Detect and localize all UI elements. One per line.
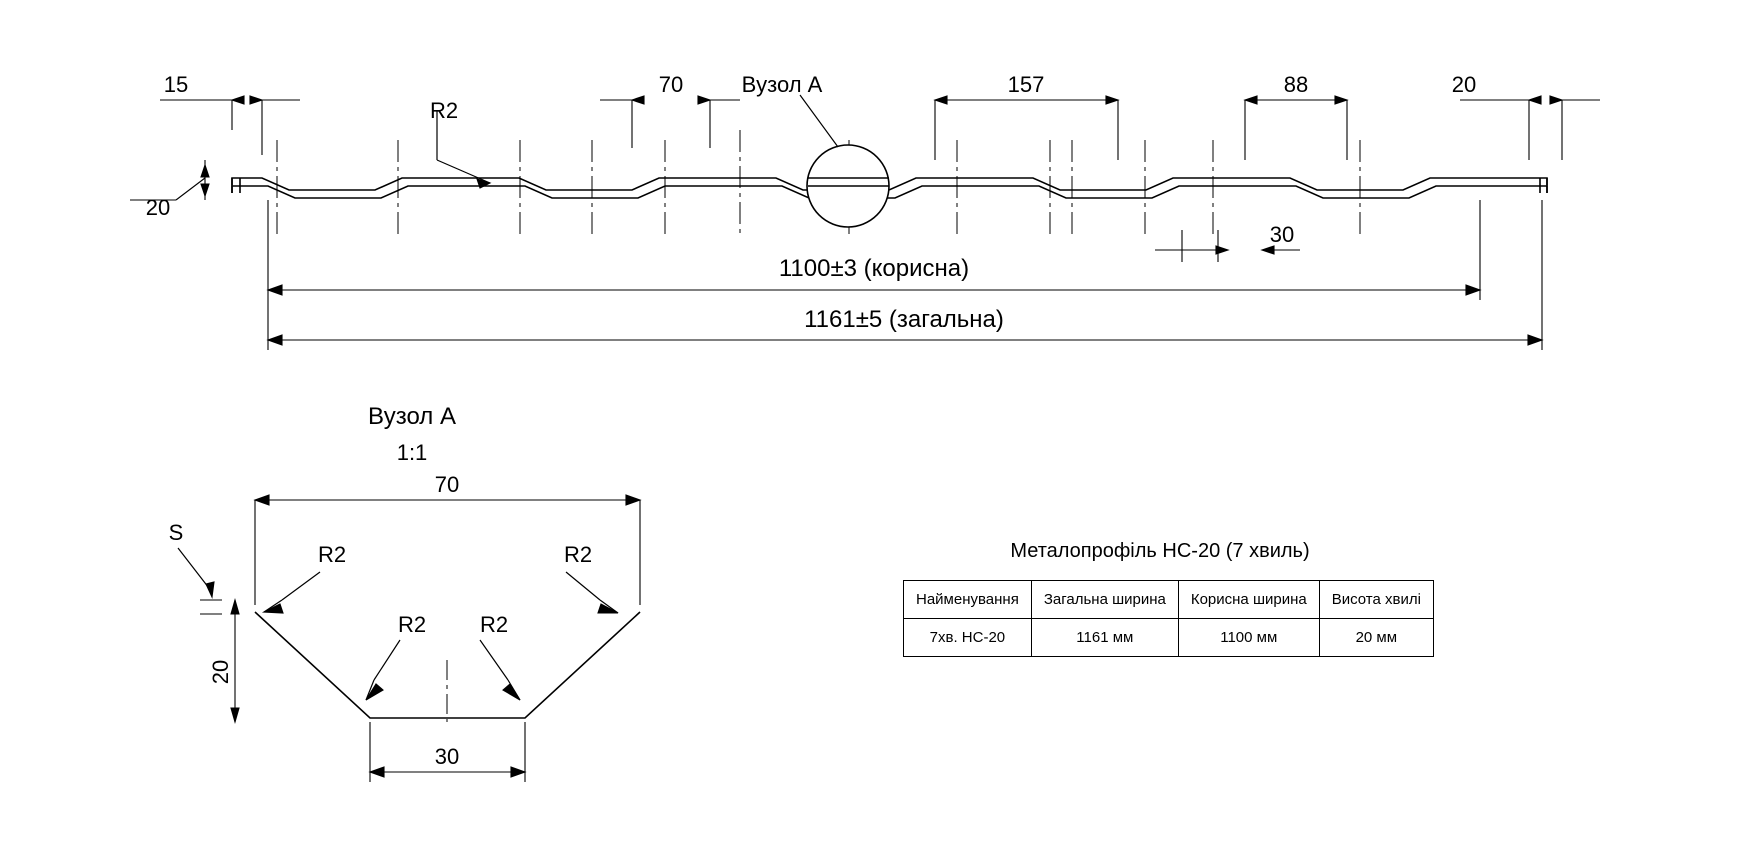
table-row [904,619,1434,657]
dim-label-r2-bottom-right: R2 [479,612,509,637]
cell-total-width: 1161 мм [1031,619,1178,657]
dim-label-15: 15 [163,72,189,97]
leader-r2-tr [566,572,600,600]
cell-name: 7хв. НС-20 [904,619,1032,657]
dim-label-r2-bottom-left: R2 [397,612,427,637]
arrow-15-b [250,96,262,104]
detail-thickness-marks [200,600,222,614]
arrow-d70-a [255,495,269,505]
table-header-wave-height: Висота хвилі [1319,581,1433,619]
cell-useful-width: 1100 мм [1178,619,1319,657]
spec-table-wrapper [903,580,1434,657]
leader-r2-main-d [437,160,490,183]
dim-label-detail-20: 20 [208,659,233,685]
arrow-70-b [698,96,710,104]
table-header-useful-width: Корисна ширина [1178,581,1319,619]
leader-r2-tl [282,572,320,600]
dim-label-30-main: 30 [1269,222,1295,247]
arrow-d30-b [511,767,525,777]
cell-wave-height: 20 мм [1319,619,1433,657]
table-header-total-width: Загальна ширина [1031,581,1178,619]
detail-view-title: Вузол А [368,403,456,430]
arrow-d20-b [231,708,239,722]
dim-label-total-width: 1161±5 (загальна) [804,306,1004,333]
arrow-88-b [1335,96,1347,104]
detail-bubble-leader [800,95,838,147]
arrow-20h-a [201,165,209,177]
leader-r2-bl [374,640,400,680]
dim-label-88: 88 [1283,72,1309,97]
arrow-20r-b [1550,96,1562,104]
dim-label-r2-top-left: R2 [317,542,347,567]
arrow-1161-a [268,335,282,345]
detail-view-scale: 1:1 [396,440,428,465]
detail-view-dimensions [178,495,640,782]
spec-table-title: Металопрофіль НС-20 (7 хвиль) [1010,540,1310,562]
arrow-70-a [632,96,644,104]
dim-label-detail-30: 30 [434,744,460,769]
dim-label-20-right: 20 [1451,72,1477,97]
arrow-1161-b [1528,335,1542,345]
spec-table [903,580,1434,657]
dim-label-useful-width: 1100±3 (корисна) [778,255,970,282]
dim-label-157: 157 [1007,72,1045,97]
arrow-88-a [1245,96,1257,104]
arrow-1100-a [268,285,282,295]
arrow-20h-b [201,184,209,196]
arrow-157-a [935,96,947,104]
dim-label-r2-top-right: R2 [563,542,593,567]
arrow-s [206,582,214,597]
arrow-r2-bl [366,684,383,700]
dim-label-70: 70 [658,72,684,97]
table-header-row [904,581,1434,619]
leader-r2-br [480,640,508,680]
detail-callout-label: Вузол А [741,72,823,97]
leader-20-height-d [176,178,205,200]
dim-label-thickness-s: S [168,520,184,545]
arrow-30-b [1262,246,1274,254]
arrow-15-a [232,96,244,104]
arrow-1100-b [1466,285,1480,295]
arrow-d70-b [626,495,640,505]
dim-label-r2-main: R2 [429,98,459,123]
arrow-20r-a [1529,96,1541,104]
dim-label-detail-70: 70 [434,472,460,497]
arrow-157-b [1106,96,1118,104]
arrow-d20-a [231,600,239,614]
arrow-d30-a [370,767,384,777]
dim-label-20-left: 20 [145,195,171,220]
table-header-name: Найменування [904,581,1032,619]
